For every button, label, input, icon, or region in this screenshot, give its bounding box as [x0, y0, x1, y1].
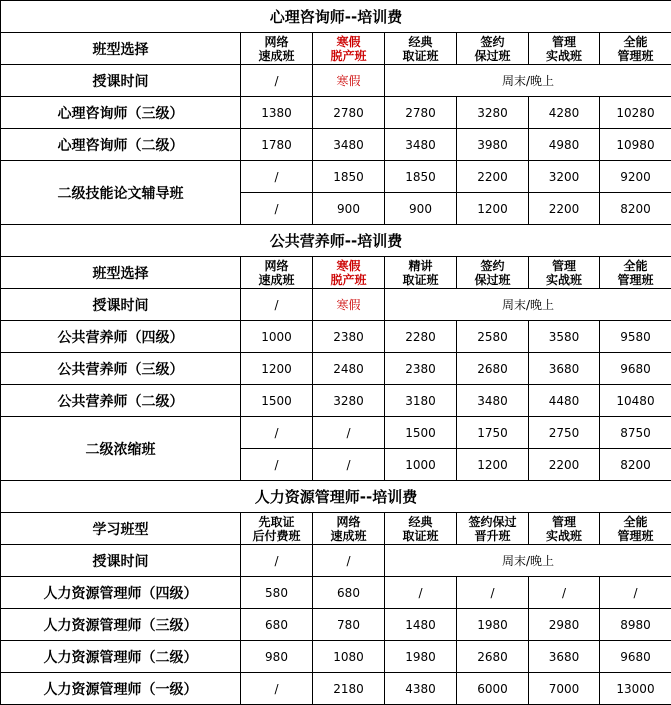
cell: 1200 [457, 449, 529, 481]
cell: / [241, 417, 313, 449]
cell: 9680 [600, 641, 671, 673]
cell: 3980 [457, 129, 529, 161]
cell: 2580 [457, 321, 529, 353]
column-header: 签约 保过班 [457, 33, 529, 65]
table-row [1, 385, 671, 417]
row-label: 二级浓缩班 [1, 417, 241, 481]
column-header: 经典 取证班 [385, 33, 457, 65]
cell: 3200 [529, 161, 600, 193]
cell: / [241, 65, 313, 97]
cell: 2680 [457, 641, 529, 673]
table-row [1, 129, 671, 161]
cell: / [457, 577, 529, 609]
cell: 1750 [457, 417, 529, 449]
cell: 4280 [529, 97, 600, 129]
row-label: 授课时间 [1, 289, 241, 321]
cell: 680 [313, 577, 385, 609]
cell: / [385, 577, 457, 609]
cell: 8200 [600, 449, 671, 481]
cell: 3480 [385, 129, 457, 161]
table-row [1, 577, 671, 609]
cell: 2200 [457, 161, 529, 193]
cell: 10280 [600, 97, 671, 129]
cell: 580 [241, 577, 313, 609]
cell: 2480 [313, 353, 385, 385]
psy-header-row [1, 33, 671, 65]
cell: 3480 [457, 385, 529, 417]
header-label: 班型选择 [1, 33, 241, 65]
cell: 8200 [600, 193, 671, 225]
row-label: 人力资源管理师（一级） [1, 673, 241, 705]
column-header: 寒假 脱产班 [313, 33, 385, 65]
cell: 4980 [529, 129, 600, 161]
cell: 980 [241, 641, 313, 673]
cell: / [529, 577, 600, 609]
column-header: 精讲 取证班 [385, 257, 457, 289]
section-title: 公共营养师--培训费 [1, 225, 671, 257]
table-row [1, 353, 671, 385]
cell: 1980 [385, 641, 457, 673]
cell: / [241, 289, 313, 321]
cell: 2180 [313, 673, 385, 705]
cell: 2380 [313, 321, 385, 353]
cell: 周末/晚上 [385, 289, 671, 321]
column-header: 签约 保过班 [457, 257, 529, 289]
cell: 2750 [529, 417, 600, 449]
cell: 3280 [313, 385, 385, 417]
nut-time-row [1, 289, 671, 321]
cell: 2780 [385, 97, 457, 129]
cell: 2680 [457, 353, 529, 385]
table-row [1, 673, 671, 705]
cell: 4380 [385, 673, 457, 705]
cell: 2280 [385, 321, 457, 353]
column-header: 寒假 脱产班 [313, 257, 385, 289]
column-header: 管理 实战班 [529, 513, 600, 545]
column-header: 先取证 后付费班 [241, 513, 313, 545]
cell: / [241, 449, 313, 481]
cell: 9580 [600, 321, 671, 353]
psy-time-row [1, 65, 671, 97]
column-header: 网络 速成班 [313, 513, 385, 545]
cell: 680 [241, 609, 313, 641]
cell: 1780 [241, 129, 313, 161]
row-label: 人力资源管理师（三级） [1, 609, 241, 641]
row-label: 授课时间 [1, 65, 241, 97]
cell: 3580 [529, 321, 600, 353]
cell: 1850 [385, 161, 457, 193]
row-label: 公共营养师（三级） [1, 353, 241, 385]
cell: 2780 [313, 97, 385, 129]
cell: / [600, 577, 671, 609]
cell: 2980 [529, 609, 600, 641]
cell: 780 [313, 609, 385, 641]
cell: 2200 [529, 449, 600, 481]
hr-title-row [1, 481, 671, 513]
cell: 3680 [529, 641, 600, 673]
cell: 1080 [313, 641, 385, 673]
cell: 1000 [241, 321, 313, 353]
column-header: 全能 管理班 [600, 33, 671, 65]
table-row [1, 97, 671, 129]
table-row [1, 161, 671, 193]
cell: 1380 [241, 97, 313, 129]
cell: 寒假 [313, 289, 385, 321]
cell: 寒假 [313, 65, 385, 97]
header-label: 学习班型 [1, 513, 241, 545]
cell: 10480 [600, 385, 671, 417]
row-label: 授课时间 [1, 545, 241, 577]
cell: 2380 [385, 353, 457, 385]
cell: 6000 [457, 673, 529, 705]
cell: 8750 [600, 417, 671, 449]
nut-header-row [1, 257, 671, 289]
cell: 1500 [241, 385, 313, 417]
column-header: 全能 管理班 [600, 513, 671, 545]
header-label: 班型选择 [1, 257, 241, 289]
cell: 1480 [385, 609, 457, 641]
cell: 1000 [385, 449, 457, 481]
cell: 1200 [457, 193, 529, 225]
cell: 1980 [457, 609, 529, 641]
cell: 13000 [600, 673, 671, 705]
column-header: 网络 速成班 [241, 257, 313, 289]
section-title: 心理咨询师--培训费 [1, 1, 671, 33]
cell: 周末/晚上 [385, 65, 671, 97]
cell: 4480 [529, 385, 600, 417]
row-label: 公共营养师（二级） [1, 385, 241, 417]
cell: 1200 [241, 353, 313, 385]
cell: 9680 [600, 353, 671, 385]
cell: 1850 [313, 161, 385, 193]
cell: / [241, 545, 313, 577]
cell: 8980 [600, 609, 671, 641]
cell: / [313, 449, 385, 481]
cell: 1500 [385, 417, 457, 449]
cell: / [241, 161, 313, 193]
column-header: 管理 实战班 [529, 33, 600, 65]
cell: 周末/晚上 [385, 545, 671, 577]
cell: 3180 [385, 385, 457, 417]
row-label: 心理咨询师（三级） [1, 97, 241, 129]
row-label: 人力资源管理师（二级） [1, 641, 241, 673]
cell: 3680 [529, 353, 600, 385]
cell: 2200 [529, 193, 600, 225]
hr-time-row [1, 545, 671, 577]
row-label: 心理咨询师（二级） [1, 129, 241, 161]
table-row [1, 609, 671, 641]
column-header: 经典 取证班 [385, 513, 457, 545]
cell: 7000 [529, 673, 600, 705]
column-header: 签约保过 晋升班 [457, 513, 529, 545]
row-label: 人力资源管理师（四级） [1, 577, 241, 609]
hr-header-row [1, 513, 671, 545]
cell: / [241, 673, 313, 705]
cell: / [313, 545, 385, 577]
cell: / [313, 417, 385, 449]
cell: 10980 [600, 129, 671, 161]
row-label: 公共营养师（四级） [1, 321, 241, 353]
nut-title-row [1, 225, 671, 257]
column-header: 管理 实战班 [529, 257, 600, 289]
column-header: 全能 管理班 [600, 257, 671, 289]
cell: 3480 [313, 129, 385, 161]
table-row [1, 417, 671, 449]
table-row [1, 641, 671, 673]
row-label: 二级技能论文辅导班 [1, 161, 241, 225]
psy-title-row [1, 1, 671, 33]
cell: 9200 [600, 161, 671, 193]
cell: / [241, 193, 313, 225]
column-header: 网络 速成班 [241, 33, 313, 65]
cell: 900 [313, 193, 385, 225]
table-row [1, 321, 671, 353]
cell: 900 [385, 193, 457, 225]
section-title: 人力资源管理师--培训费 [1, 481, 671, 513]
cell: 3280 [457, 97, 529, 129]
